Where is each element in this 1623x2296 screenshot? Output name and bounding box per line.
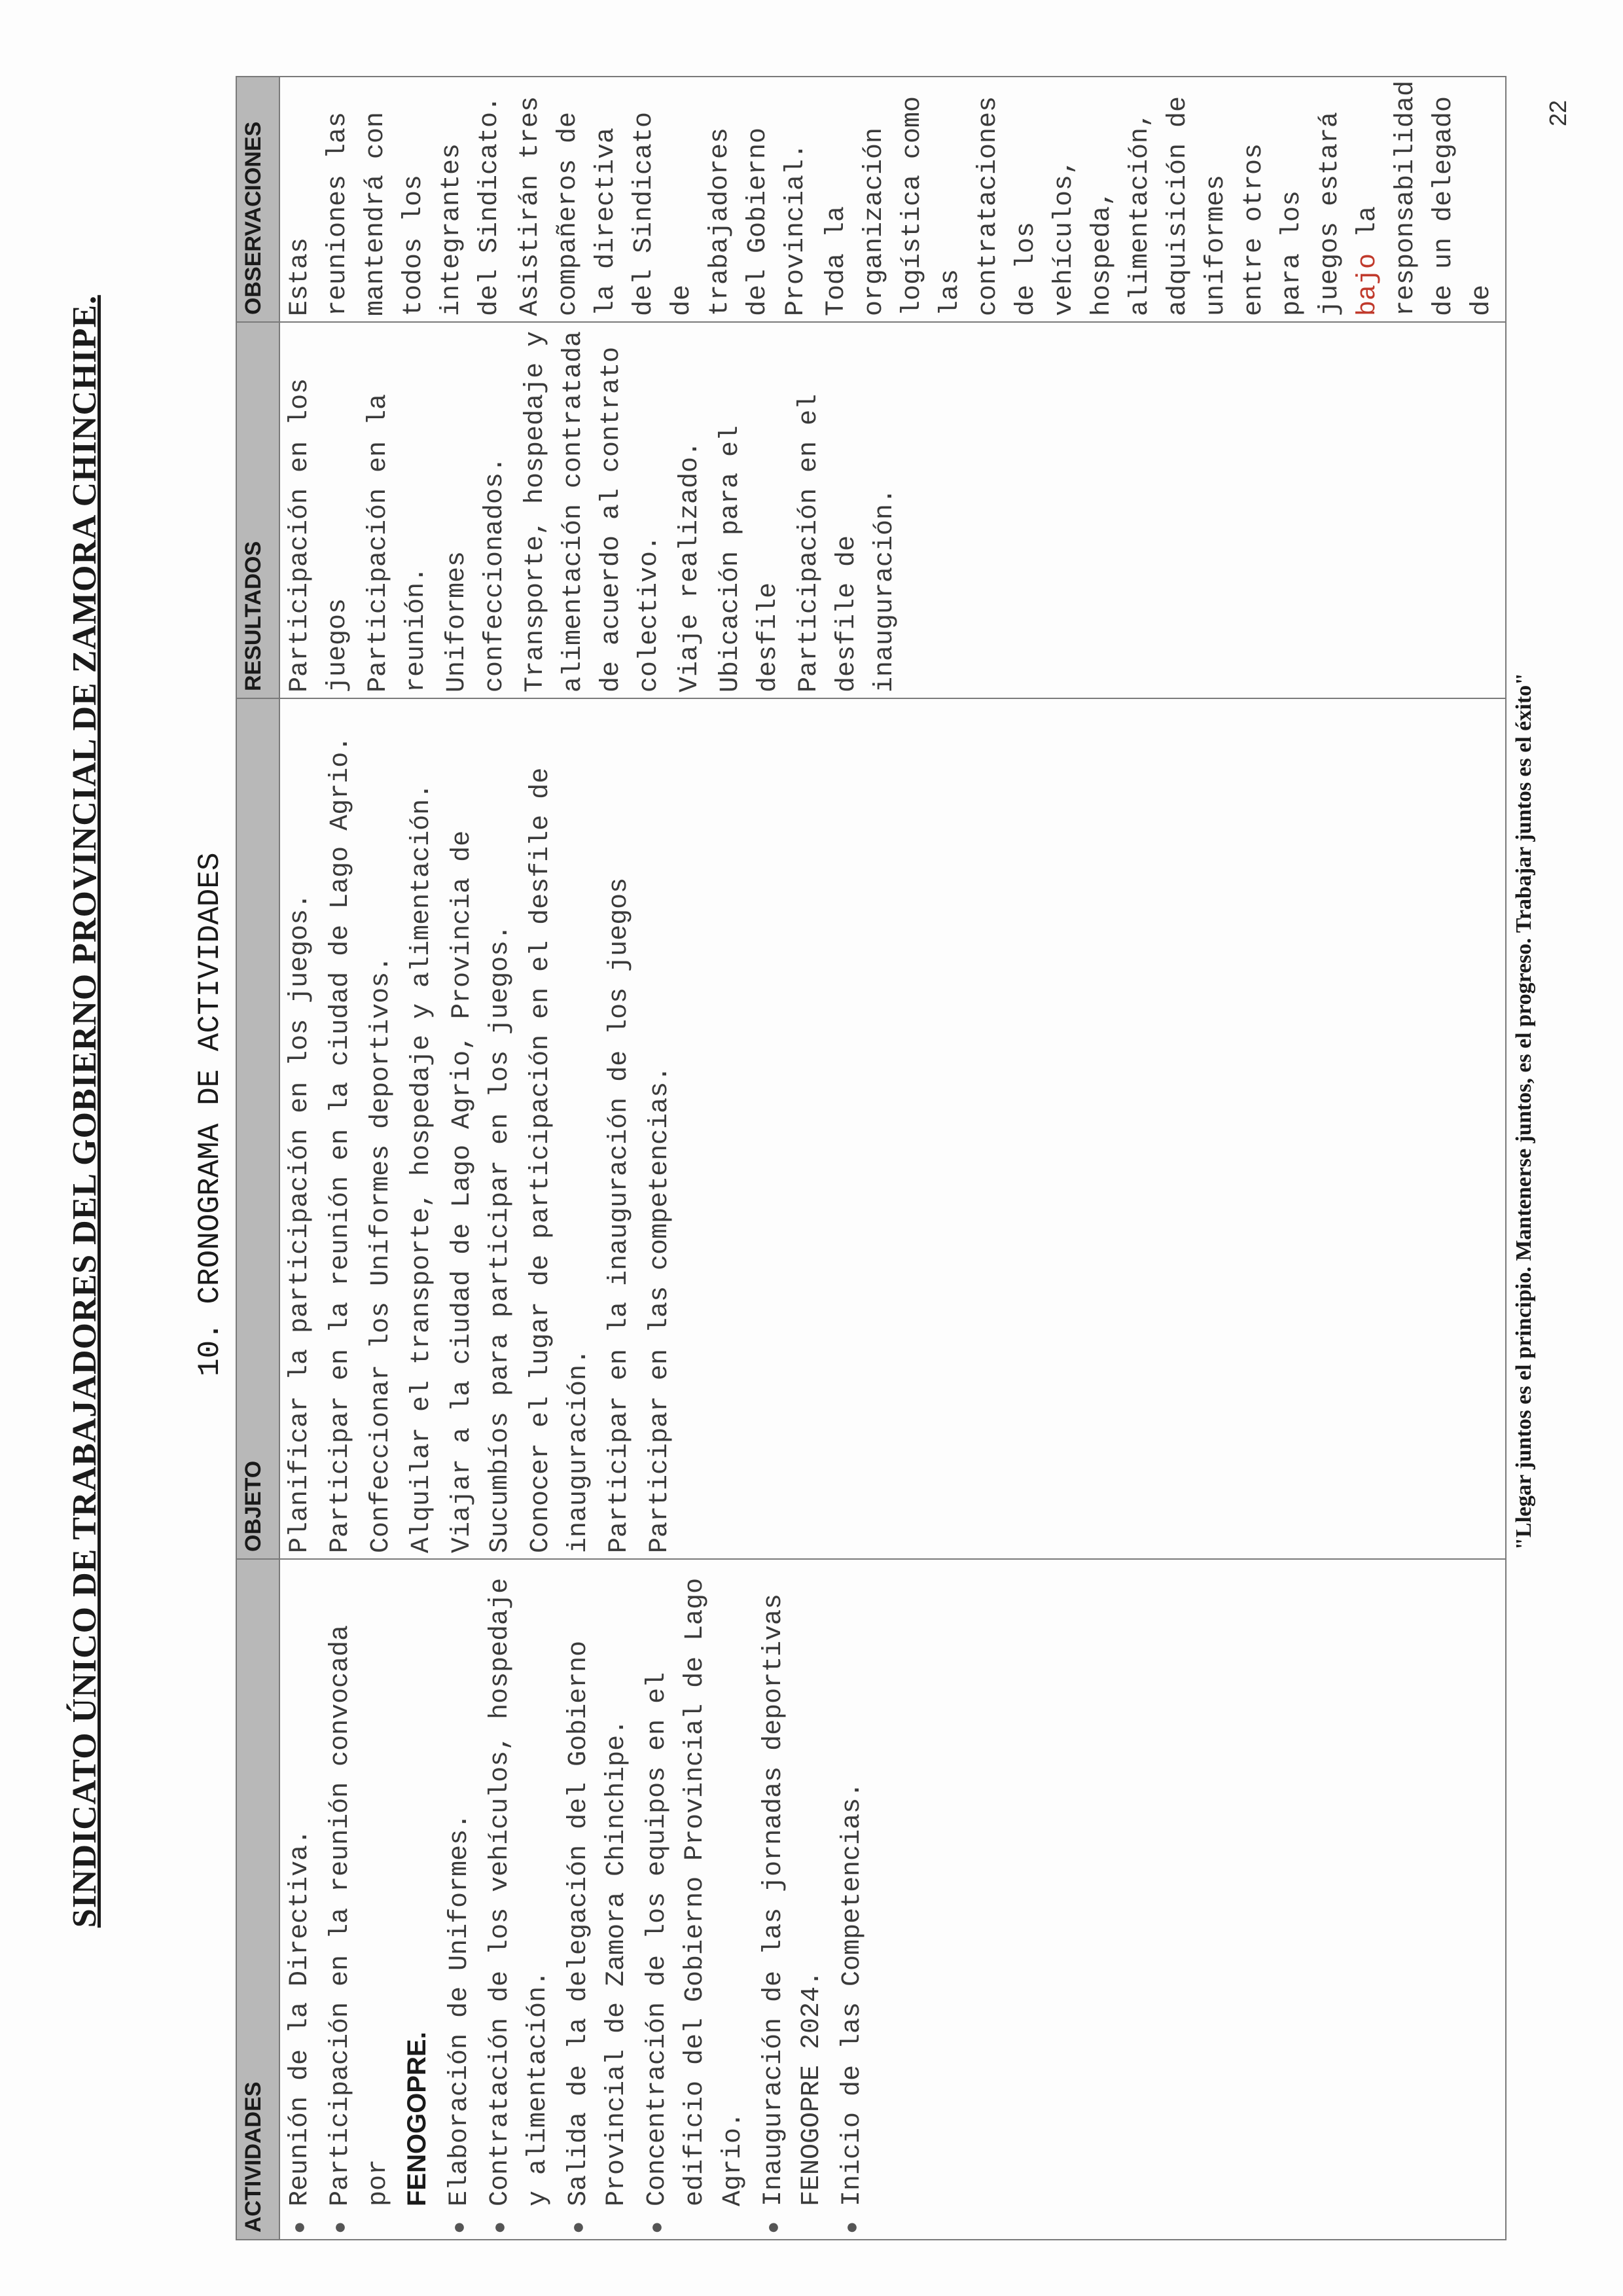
header-resultados: RESULTADOS [236,322,279,698]
activity-item: ● Contratación de los vehículos, hospedaje y alimentación. [482,1565,558,2234]
objectives-cell [279,698,1506,1559]
activity-item: ● Participación en la reunión convocada por FENOGOPRE. [322,1565,438,2234]
bullet-icon: ● [645,2221,669,2234]
result-item: Ubicación para el desfile [716,425,783,692]
header-observaciones: OBSERVACIONES [236,77,279,322]
objective-item: Participar en la reunión en la ciudad de Lago Agrio. [326,736,355,1553]
table-row [279,77,1506,2240]
objective-item: Conocer el lugar de participación en el desfile de inauguración. [526,767,594,1553]
bullet-icon: ● [762,2221,786,2234]
results-cell [279,322,1506,698]
activity-item: ● Reunión de la Directiva. [281,1565,319,2234]
header-actividades: ACTIVIDADES [236,1559,279,2240]
activities-cell [279,1559,1506,2240]
bullet-icon: ● [567,2221,591,2234]
bullet-icon: ● [840,2221,865,2234]
activity-item: ● Elaboración de Uniformes. [441,1565,479,2234]
result-item: Viaje realizado. [675,440,705,692]
observation-item: Toda la organización logística como las contrataciones de los vehículos, hospeda, alimentación, adquisición de uniformes entre otros para los juegos estará bajo la responsabilidad de un delegado de [822,80,1497,316]
document-title: SINDICATO ÚNICO DE TRABAJADORES DEL GOBIERNO PROVINCIAL DE ZAMORA CHINCHIPE. [66,295,103,1928]
observation-item: Estas reuniones las mantendrá con todos los integrantes del Sindicato. [285,96,505,316]
section-title: 10. CRONOGRAMA DE ACTIVIDADES [193,852,227,1376]
header-objeto: OBJETO [236,698,279,1559]
objective-item: Planificar la participación en los juegos. [285,893,315,1553]
objective-item: Participar en la inauguración de los juegos [605,877,634,1553]
bullet-icon: ● [488,2221,512,2234]
objective-item: Alquilar el transporte, hospedaje y alimentación. [407,783,437,1553]
objective-item: Participar en las competencias. [645,1066,675,1553]
bullet-icon: ● [288,2221,312,2234]
footer-quote: "Llegar juntos es el principio. Mantenerse juntos, es el progreso. Trabajar juntos es el éxito" [1512,672,1536,1551]
activity-item: ● Salida de la delegación del Gobierno Provincial de Zamora Chinchipe. [560,1565,636,2234]
observations-cell [279,77,1506,322]
result-item: Participación en el desfile de inauguración. [794,393,900,692]
schedule-table [236,76,1507,2240]
objective-item: Confeccionar los Uniformes deportivos. [366,956,396,1553]
bullet-icon: ● [448,2221,472,2234]
result-item: Participación en los juegos [285,378,353,692]
activity-item: ● Concentración de los equipos en el edificio del Gobierno Provincial de Lago Agrio. [639,1565,753,2234]
page-number: 22 [1544,99,1571,126]
bullet-icon: ● [329,2221,353,2234]
activity-item: ● Inauguración de las jornadas deportivas FENOGOPRE 2024. [755,1565,831,2234]
result-item: Participación en la reunión. [364,393,431,692]
result-item: Transporte, hospedaje y alimentación contratada de acuerdo al contrato colectivo. [521,331,664,692]
observation-item: Asistirán tres compañeros de la directiva del Sindicato de trabajadores del Gobierno Provincial. [516,96,811,316]
result-item: Uniformes confeccionados. [442,456,510,692]
objective-item: Viajar a la ciudad de Lago Agrio, Provincia de Sucumbíos para participar en los juegos. [448,830,515,1553]
table-header-row [236,77,279,2240]
activity-item: ● Inicio de las Competencias. [834,1565,872,2234]
